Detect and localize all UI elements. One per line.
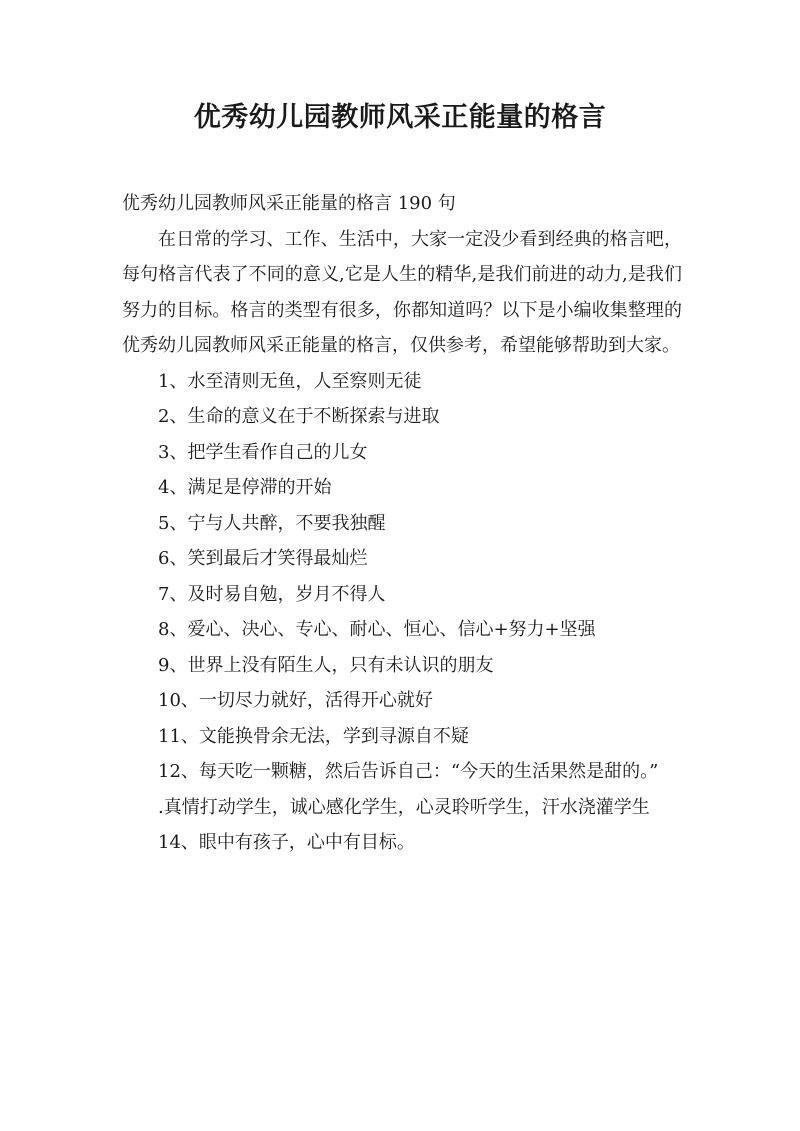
- quote-item: 7、及时易自勉，岁月不得人: [158, 583, 386, 605]
- quote-item: 5、宁与人共醉，不要我独醒: [158, 512, 386, 534]
- quote-item: .真情打动学生，诚心感化学生，心灵聆听学生，汗水浇灌学生: [158, 796, 650, 818]
- document-title: 优秀幼儿园教师风采正能量的格言: [193, 102, 607, 133]
- quote-item: 6、笑到最后才笑得最灿烂: [158, 548, 368, 569]
- intro-paragraph: 在日常的学习、工作、生活中，大家一定没少看到经典的格言吧，每句格言代表了不同的意义,它是人生的精华,是我们前进的动力,是我们努力的目标。格言的类型有很多，你都知道吗？以下是小编收集整理的优秀幼儿园教师风采正能量的格言，仅供参考，希望能够帮助到大家。: [122, 228, 682, 356]
- quote-item: 4、满足是停滞的开始: [158, 477, 332, 498]
- quote-item: 9、世界上没有陌生人，只有未认识的朋友: [158, 654, 494, 676]
- quote-item: 2、生命的意义在于不断探索与进取: [158, 406, 440, 427]
- quote-item: 1、水至清则无鱼，人至察则无徒: [158, 370, 422, 392]
- quote-item: 14、眼中有孩子，心中有目标。: [158, 832, 415, 853]
- document-subtitle: 优秀幼儿园教师风采正能量的格言 190 句: [122, 193, 456, 214]
- quote-item: 11、文能换骨余无法，学到寻源自不疑: [158, 725, 469, 747]
- quote-item: 12、每天吃一颗糖，然后告诉自己：“今天的生活果然是甜的。”: [158, 761, 659, 782]
- document-body: [122, 186, 682, 861]
- quote-item: 10、一切尽力就好，活得开心就好: [158, 690, 433, 711]
- quote-item: 3、把学生看作自己的儿女: [158, 441, 368, 463]
- quote-item: 8、爱心、决心、专心、耐心、恒心、信心+努力+坚强: [158, 619, 596, 640]
